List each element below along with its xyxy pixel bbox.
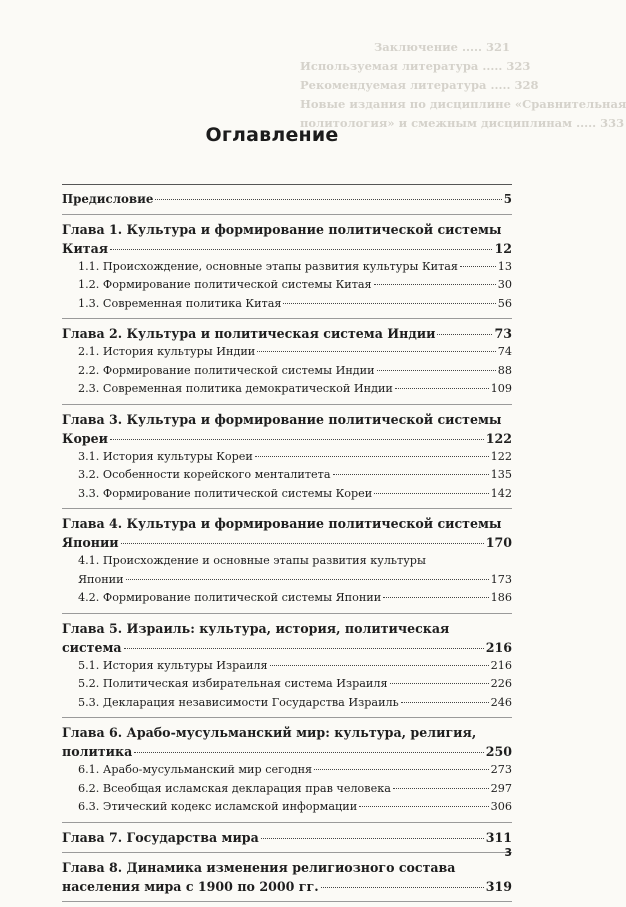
toc-section-entry-label-line: 4.1. Происхождение и основные этапы развития культуры (78, 554, 426, 567)
leader-dots (121, 543, 484, 544)
leader-dots (460, 266, 496, 267)
toc-section-entry-page: 30 (497, 278, 512, 291)
toc-chapter-group (62, 822, 512, 852)
toc-section-entry-label: 1.3. Современная политика Китая (78, 296, 282, 310)
toc-chapter-entry-label-line: Глава 6. Арабо-мусульманский мир: культура, религия, (62, 725, 477, 740)
toc-section-entry-page: 273 (490, 763, 512, 776)
leader-dots (333, 474, 489, 475)
toc-section-entry-label: 1.1. Происхождение, основные этапы развития культуры Китая (78, 259, 458, 273)
toc-section-entry[interactable] (62, 362, 512, 381)
leader-dots (126, 579, 489, 580)
toc-chapter-group (62, 214, 512, 319)
leader-dots (257, 351, 495, 352)
toc-chapter-entry-label: политика (62, 744, 133, 759)
toc-chapter-entry[interactable] (62, 324, 512, 343)
leader-dots (321, 887, 484, 888)
toc-chapter-entry-page: 250 (485, 744, 512, 759)
leader-dots (437, 334, 492, 335)
toc-section-entry[interactable] (62, 675, 512, 694)
toc-chapter-entry[interactable] (62, 533, 512, 552)
leader-dots (374, 284, 496, 285)
toc-section-entry-label: 2.2. Формирование политической системы Индии (78, 363, 375, 377)
bleed-through-line: Новые издания по дисциплине «Сравнительная (300, 97, 626, 111)
toc-section-entry[interactable] (62, 798, 512, 817)
toc-section-entry-page: 142 (490, 486, 512, 500)
table-of-contents (62, 184, 512, 902)
toc-chapter-group (62, 404, 512, 509)
toc-chapter-entry-page: 12 (494, 240, 512, 256)
toc-section-entry[interactable] (62, 276, 512, 295)
toc-chapter-entry-page: 311 (485, 829, 512, 845)
toc-section-entry[interactable] (62, 380, 512, 399)
toc-chapter-entry-label: населения мира с 1900 по 2000 гг. (62, 878, 319, 894)
toc-section-entry-page: 173 (490, 572, 512, 586)
bleed-through-line: Рекомендуемая литература ..... 328 (300, 78, 539, 92)
toc-chapter-group (62, 508, 512, 613)
toc-chapter-entry-label-line: Глава 4. Культура и формирование политической системы (62, 516, 502, 531)
toc-chapter-entry-page: 216 (485, 639, 512, 655)
toc-chapter-entry-label-line: Глава 5. Израиль: культура, история, политическая (62, 620, 450, 636)
toc-section-entry-page: 88 (497, 363, 512, 377)
toc-chapter-entry-label-line: Глава 1. Культура и формирование политической системы (62, 221, 502, 237)
toc-section-entry[interactable] (62, 295, 512, 314)
toc-entry-page: 5 (503, 192, 512, 206)
toc-section-entry-label: Японии (78, 572, 124, 586)
toc-chapter-entry-label: Кореи (62, 430, 109, 446)
toc-section-entry[interactable] (62, 466, 512, 485)
toc-preface-group (62, 184, 512, 214)
toc-section-entry-page: 109 (490, 382, 512, 395)
toc-section-entry-page: 56 (497, 296, 512, 310)
toc-section-entry-label: 5.1. История культуры Израиля (78, 658, 268, 672)
leader-dots (383, 597, 488, 598)
toc-section-entry[interactable] (62, 780, 512, 799)
toc-section-entry-label: 4.2. Формирование политической системы Японии (78, 591, 382, 604)
toc-section-entry[interactable] (62, 448, 512, 467)
toc-section-entry-page: 306 (490, 800, 512, 813)
page-title: Оглавление (205, 124, 339, 146)
toc-entry-label: Предисловие (62, 192, 154, 206)
toc-section-entry-page: 122 (490, 449, 512, 463)
toc-chapter-entry[interactable] (62, 828, 512, 847)
toc-section-entry-page: 135 (490, 468, 512, 481)
toc-section-entry-label: 6.1. Арабо-мусульманский мир сегодня (78, 763, 313, 776)
toc-section-entry-label: 3.3. Формирование политической системы Кореи (78, 486, 373, 500)
leader-dots (393, 788, 489, 789)
toc-chapter-entry-label: Японии (62, 535, 119, 550)
bleed-through-text (300, 38, 626, 133)
toc-chapter-entry-page: 170 (485, 535, 512, 550)
leader-dots (401, 702, 489, 703)
toc-chapter-entry-label: система (62, 639, 122, 655)
toc-section-entry[interactable] (62, 571, 512, 590)
page-number: 3 (504, 846, 512, 859)
toc-section-entry-label: 5.3. Декларация независимости Государства Израиль (78, 695, 399, 709)
toc-chapter-entry-label-line: Глава 3. Культура и формирование политической системы (62, 411, 502, 427)
leader-dots (390, 683, 489, 684)
toc-chapter-entry-label: Глава 2. Культура и политическая система Индии (62, 326, 436, 341)
leader-dots (377, 370, 496, 371)
toc-section-entry[interactable] (62, 589, 512, 608)
toc-chapter-entry[interactable] (62, 742, 512, 761)
leader-dots (374, 493, 488, 494)
toc-chapter-group (62, 318, 512, 404)
bleed-through-line: Используемая литература ..... 323 (300, 59, 531, 73)
toc-section-entry-page: 297 (490, 781, 512, 795)
toc-section-entry[interactable] (62, 761, 512, 780)
toc-section-entry-label: 6.3. Этический кодекс исламской информации (78, 800, 358, 813)
toc-chapter-group (62, 852, 512, 902)
toc-section-entry-page: 13 (497, 259, 512, 273)
bleed-through-line: Заключение ..... 321 (374, 40, 510, 54)
leader-dots (110, 249, 492, 250)
toc-entry-preface[interactable] (62, 190, 512, 209)
leader-dots (270, 665, 489, 666)
toc-section-entry[interactable] (62, 258, 512, 277)
leader-dots (283, 303, 495, 304)
leader-dots (155, 199, 501, 200)
toc-section-entry[interactable] (62, 485, 512, 504)
toc-chapter-entry-page: 73 (494, 326, 512, 341)
toc-section-entry[interactable] (62, 657, 512, 676)
toc-section-entry-label: 5.2. Политическая избирательная система Израиля (78, 677, 388, 690)
toc-section-entry-page: 246 (490, 695, 512, 709)
leader-dots (359, 806, 488, 807)
toc-section-entry-page: 226 (490, 677, 512, 690)
toc-chapter-entry-page: 122 (485, 430, 512, 446)
toc-chapter-entry[interactable] (62, 638, 512, 657)
toc-chapter-group (62, 717, 512, 822)
leader-dots (255, 456, 489, 457)
bleed-through-line: политология» и смежным дисциплинам ..... 333 (300, 116, 625, 130)
toc-chapter-entry-label: Глава 7. Государства мира (62, 829, 259, 845)
toc-section-entry[interactable] (62, 343, 512, 362)
toc-section-entry-label: 2.1. История культуры Индии (78, 345, 256, 358)
toc-chapter-entry-label: Китая (62, 240, 109, 256)
leader-dots (110, 439, 484, 440)
toc-chapter-entry[interactable] (62, 429, 512, 448)
leader-dots (314, 769, 489, 770)
toc-section-entry-label: 6.2. Всеобщая исламская декларация прав человека (78, 781, 391, 795)
toc-section-entry-page: 216 (490, 658, 512, 672)
toc-section-entry-label: 3.1. История культуры Кореи (78, 449, 253, 463)
toc-section-entry-page: 186 (490, 591, 512, 604)
leader-dots (134, 752, 483, 753)
toc-section-entry-label: 1.2. Формирование политической системы Китая (78, 278, 372, 291)
toc-section-entry-page: 74 (497, 345, 512, 358)
toc-chapter-entry-label-line: Глава 8. Динамика изменения религиозного состава (62, 859, 456, 875)
leader-dots (261, 838, 484, 839)
toc-chapter-entry[interactable] (62, 877, 512, 896)
toc-section-entry[interactable] (62, 694, 512, 713)
leader-dots (395, 388, 489, 389)
toc-chapter-entry-page: 319 (485, 878, 512, 894)
toc-section-entry-label: 2.3. Современная политика демократической Индии (78, 382, 393, 395)
toc-chapter-entry[interactable] (62, 239, 512, 258)
toc-section-entry-label: 3.2. Особенности корейского менталитета (78, 468, 331, 481)
toc-chapter-group (62, 613, 512, 718)
leader-dots (124, 648, 484, 649)
